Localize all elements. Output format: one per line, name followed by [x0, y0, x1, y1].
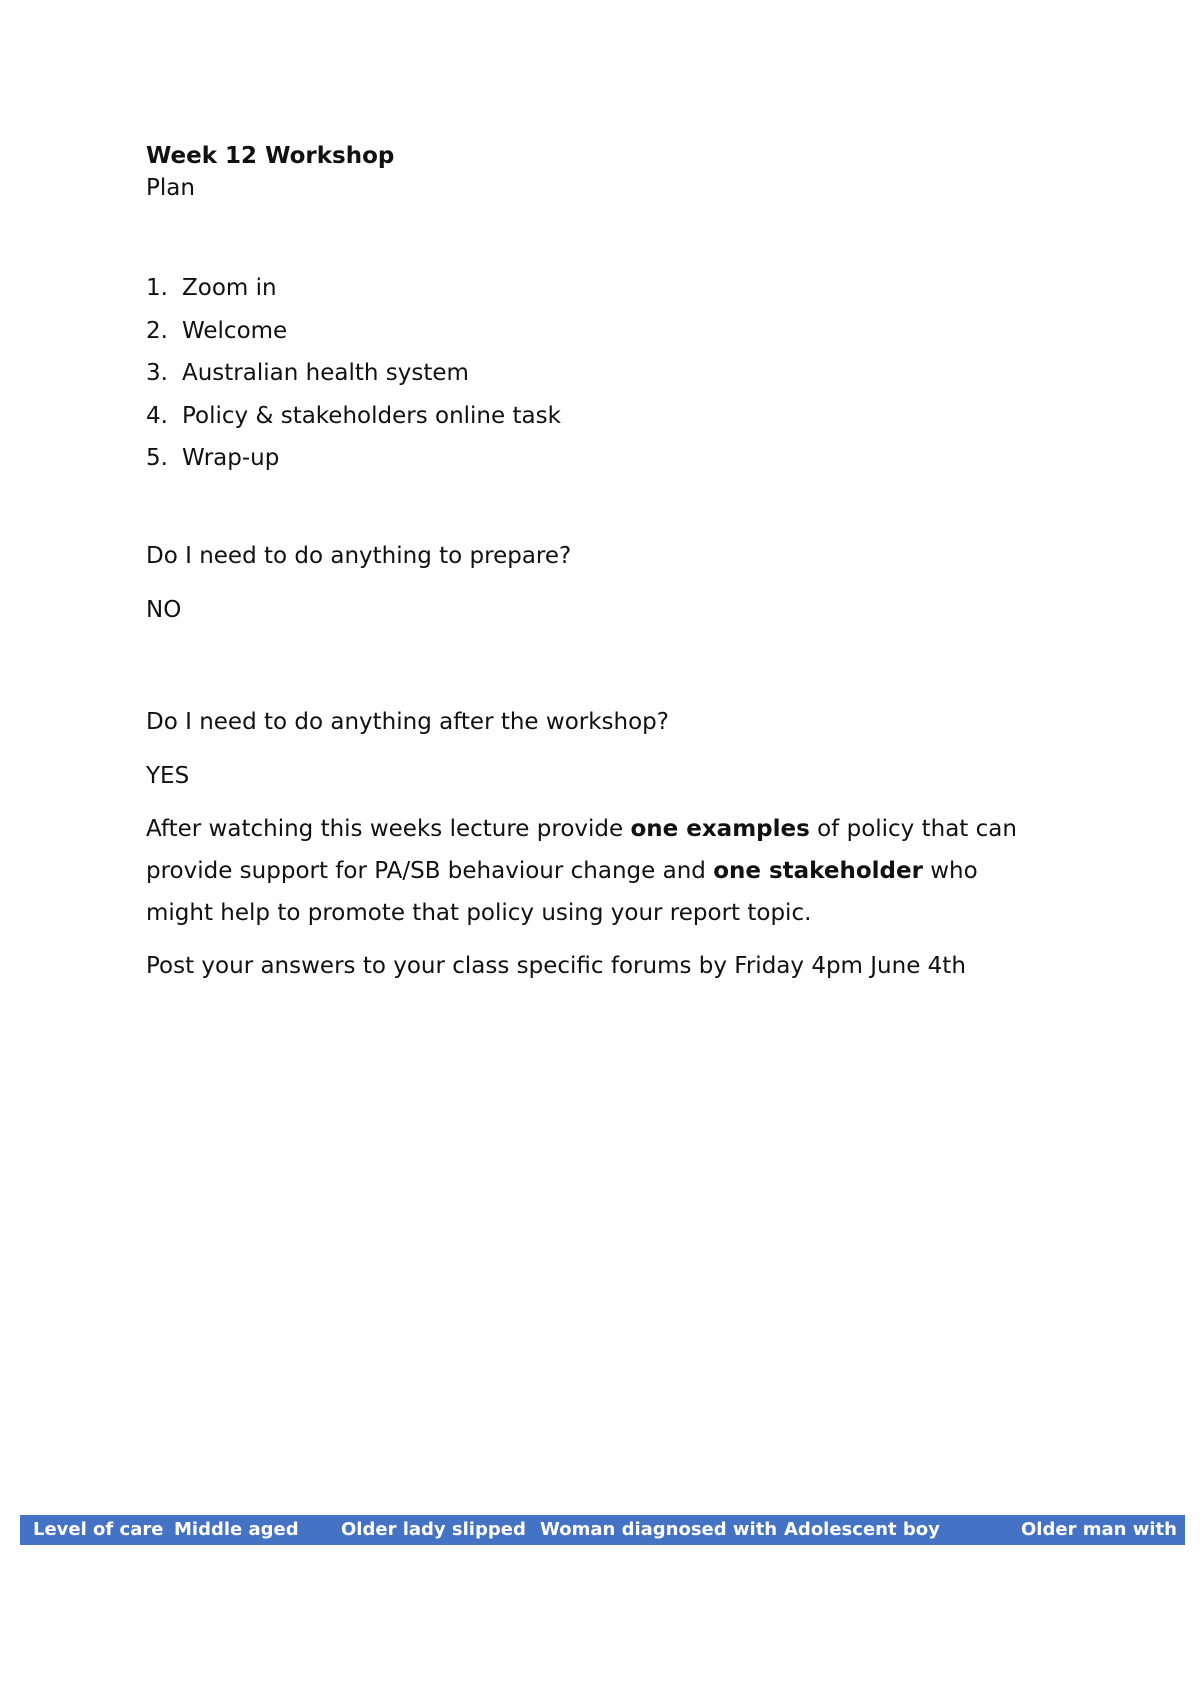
- task-text-part1: After watching this weeks lecture provide: [146, 816, 631, 842]
- task-text-part3: who might help to promote that policy using your report topic.: [146, 858, 978, 926]
- table-header-cell: Older man with: [1021, 1519, 1177, 1540]
- plan-item-number: 5.: [146, 445, 168, 471]
- prepare-answer: NO: [146, 597, 182, 623]
- plan-item: [146, 357, 1046, 389]
- plan-list: [146, 272, 1046, 474]
- plan-item-number: 3.: [146, 360, 168, 386]
- plan-item-text: Welcome: [182, 317, 288, 344]
- plan-item: [146, 315, 1046, 347]
- table-header-row: [20, 1515, 1185, 1545]
- task-instructions: [146, 808, 1026, 934]
- deadline-text: Post your answers to your class specific forums by Friday 4pm June 4th: [146, 953, 966, 979]
- plan-item-number: 1.: [146, 275, 168, 301]
- task-bold-examples: one examples: [630, 816, 810, 842]
- plan-item-number: 2.: [146, 317, 168, 344]
- plan-item: [146, 400, 1046, 432]
- task-text-part2: of policy that can provide support for PA/SB behaviour change and: [146, 816, 1017, 884]
- plan-item-number: 4.: [146, 402, 168, 429]
- plan-item-text: Zoom in: [182, 275, 277, 301]
- plan-label: Plan: [146, 175, 195, 201]
- document-title: Week 12 Workshop: [146, 143, 395, 169]
- task-bold-stakeholder: one stakeholder: [713, 858, 923, 884]
- table-header-cell: Middle aged: [174, 1519, 299, 1540]
- document-body: [146, 140, 1046, 982]
- plan-item-text: Wrap-up: [182, 445, 280, 471]
- plan-item: [146, 272, 1046, 304]
- table-header-cell: Woman diagnosed with: [540, 1519, 778, 1540]
- table-header-cell: Older lady slipped: [341, 1519, 526, 1540]
- plan-item-text: Policy & stakeholders online task: [182, 402, 561, 429]
- plan-item-text: Australian health system: [182, 360, 469, 386]
- table-header-cell: Adolescent boy: [784, 1519, 940, 1540]
- table-header-cell: Level of care: [33, 1519, 164, 1540]
- prepare-question: Do I need to do anything to prepare?: [146, 543, 572, 569]
- plan-item: [146, 442, 1046, 474]
- after-answer: YES: [146, 763, 190, 789]
- after-question: Do I need to do anything after the workshop?: [146, 709, 669, 735]
